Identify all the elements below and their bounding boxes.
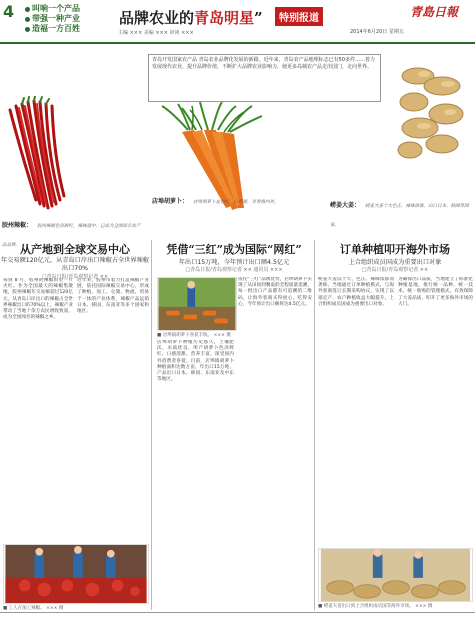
carrot-caption: 店埠胡萝卜： 店埠胡萝卜皮色红、口感甜，享誉海内外。 — [152, 198, 279, 205]
bullet-icon — [25, 7, 30, 12]
section-3-header — [316, 241, 474, 273]
section-1-byline: □青岛日报/青岛观察记者 ×× — [41, 274, 109, 280]
ginger-photo — [388, 56, 474, 164]
bullet-icon — [25, 17, 30, 22]
section-3-column-1: 崂姜大姜以个大、色正、辣味浓郁而著称。当地通过订单种植模式，与海外客商签订长期采购协议，实现了以销定产，农户种植收益大幅提升，上合组织成员国成为重要出口对象。 — [318, 277, 394, 307]
section-1-column-2: 近年来，胶州市着力打造辣椒产业链，依托国际辣椒交易中心，形成了种植、加工、仓储、物流、贸易于一体的产业体系，辣椒产品远销日本、韩国、东南亚等多个国家和地区。 — [77, 278, 149, 315]
newspaper-logo: 青島日報 — [410, 5, 459, 19]
pepper-processing-photo — [3, 544, 149, 604]
carrot-harvest-caption: ■ 店埠镇胡萝卜喜获丰收。 ××× 摄 — [157, 333, 231, 338]
section-2-header — [154, 241, 314, 273]
slogan-item: 叫响一个产品 — [25, 4, 80, 14]
page-number: 4 — [3, 2, 15, 21]
section-2-column-2: 依托“三红”品牌优势，店埠胡萝卜实现了从田间到餐桌的全程质量追溯，每一批出口产品都有可追溯的二维码，让海外客商买得放心、吃得安心，今年预计出口额将达4.5亿元。 — [238, 277, 312, 307]
section-2-column-1: 店埠胡萝卜种植历史悠久，土壤肥沃、水质优良，所产胡萝卜色泽鲜红、口感清甜、营养丰富，深受国内外消费者喜爱。目前，店埠镇胡萝卜种植面积达数万亩，年出口15万吨，产品出口日本、韩国、东南亚及中东等地区。 — [157, 340, 234, 383]
carrot-harvest-photo — [157, 277, 237, 331]
editor-credits: 主编 ××× 美编 ××× 审读 ××× — [118, 30, 194, 36]
slogan-item: 带强一种产业 — [25, 14, 80, 24]
column-divider — [314, 240, 315, 610]
section-1-headline: 从产地到全球交易中心 — [20, 243, 130, 256]
bullet-icon — [25, 27, 30, 32]
intro-text: 青岛开发国家农产品 青岛农业品牌化发展的新路。近年来，青岛农产品地理标志已有50多件……着力发展现代农业，提升品牌价值，不断扩大品牌农业影响力，使更多岛城农产品走出国门，走向世界。 — [152, 57, 375, 70]
special-report-tag: 特别报道 — [275, 7, 323, 26]
slogan-list — [25, 4, 80, 34]
section-1-subhead: 年交易额120亿元，从青岛口岸出口辣椒占全世界辣椒出口70% — [1, 257, 149, 272]
section-3-column-2: 为确保出口品质，当地建立了标准化种植基地，推行统一品种、统一技术、统一收购的管理模式，有效保障了大姜品质，叩开了更多海外市场的大门。 — [398, 277, 473, 307]
intro-box — [148, 54, 381, 102]
section-2-headline: 凭借“三红”成为国际“网红” — [166, 243, 302, 256]
section-3-byline: □青岛日报/青岛观察记者 ×× — [361, 267, 429, 273]
ginger-export-caption: ■ 崂姜大姜出口到上合组织成员国等海外市场。 ××× 摄 — [318, 604, 433, 609]
section-3-headline: 订单种植叩开海外市场 — [340, 243, 450, 256]
pepper-processing-caption: ■ 工人在加工辣椒。 ××× 摄 — [3, 606, 64, 611]
dateline: 2014年6月20日 星期五 — [350, 29, 404, 35]
section-3-subhead: 上合组织成员国成为重要出口对象 — [348, 259, 442, 266]
ginger-caption: 崂姜大姜： 崂姜大姜个大色正、辣味浓郁，出口日本、韩国等国家。 — [330, 202, 469, 228]
red-pepper-photo — [2, 96, 90, 212]
ginger-export-photo — [318, 548, 473, 602]
section-1-header — [0, 241, 150, 280]
footer-divider — [0, 612, 475, 613]
section-2-subhead: 年出口15万吨，今年预计出口额4.5亿元 — [178, 259, 290, 266]
slogan-item: 造福一方百姓 — [25, 24, 80, 34]
page-title: 品牌农业的青岛明星” — [119, 9, 263, 27]
section-1-column-1: 每到 8 月，胶州的辣椒田里一片火红。作为全国最大的辣椒集散地，胶州辣椒年交易额超过120亿元，从青岛口岸出口的辣椒占全世界辣椒出口的70%以上。辣椒产业带动了当地十余万农民增收致富，成为全国闻名的辣椒之乡。 — [3, 278, 73, 321]
column-divider — [151, 240, 152, 610]
pepper-caption: 胶州辣椒： 胶州辣椒色泽鲜红，辣味适中，已成为全国知名农产品品牌。 — [2, 222, 141, 248]
section-2-byline: □青岛日报/青岛观察记者 ×× 通讯员 ××× — [185, 267, 283, 273]
